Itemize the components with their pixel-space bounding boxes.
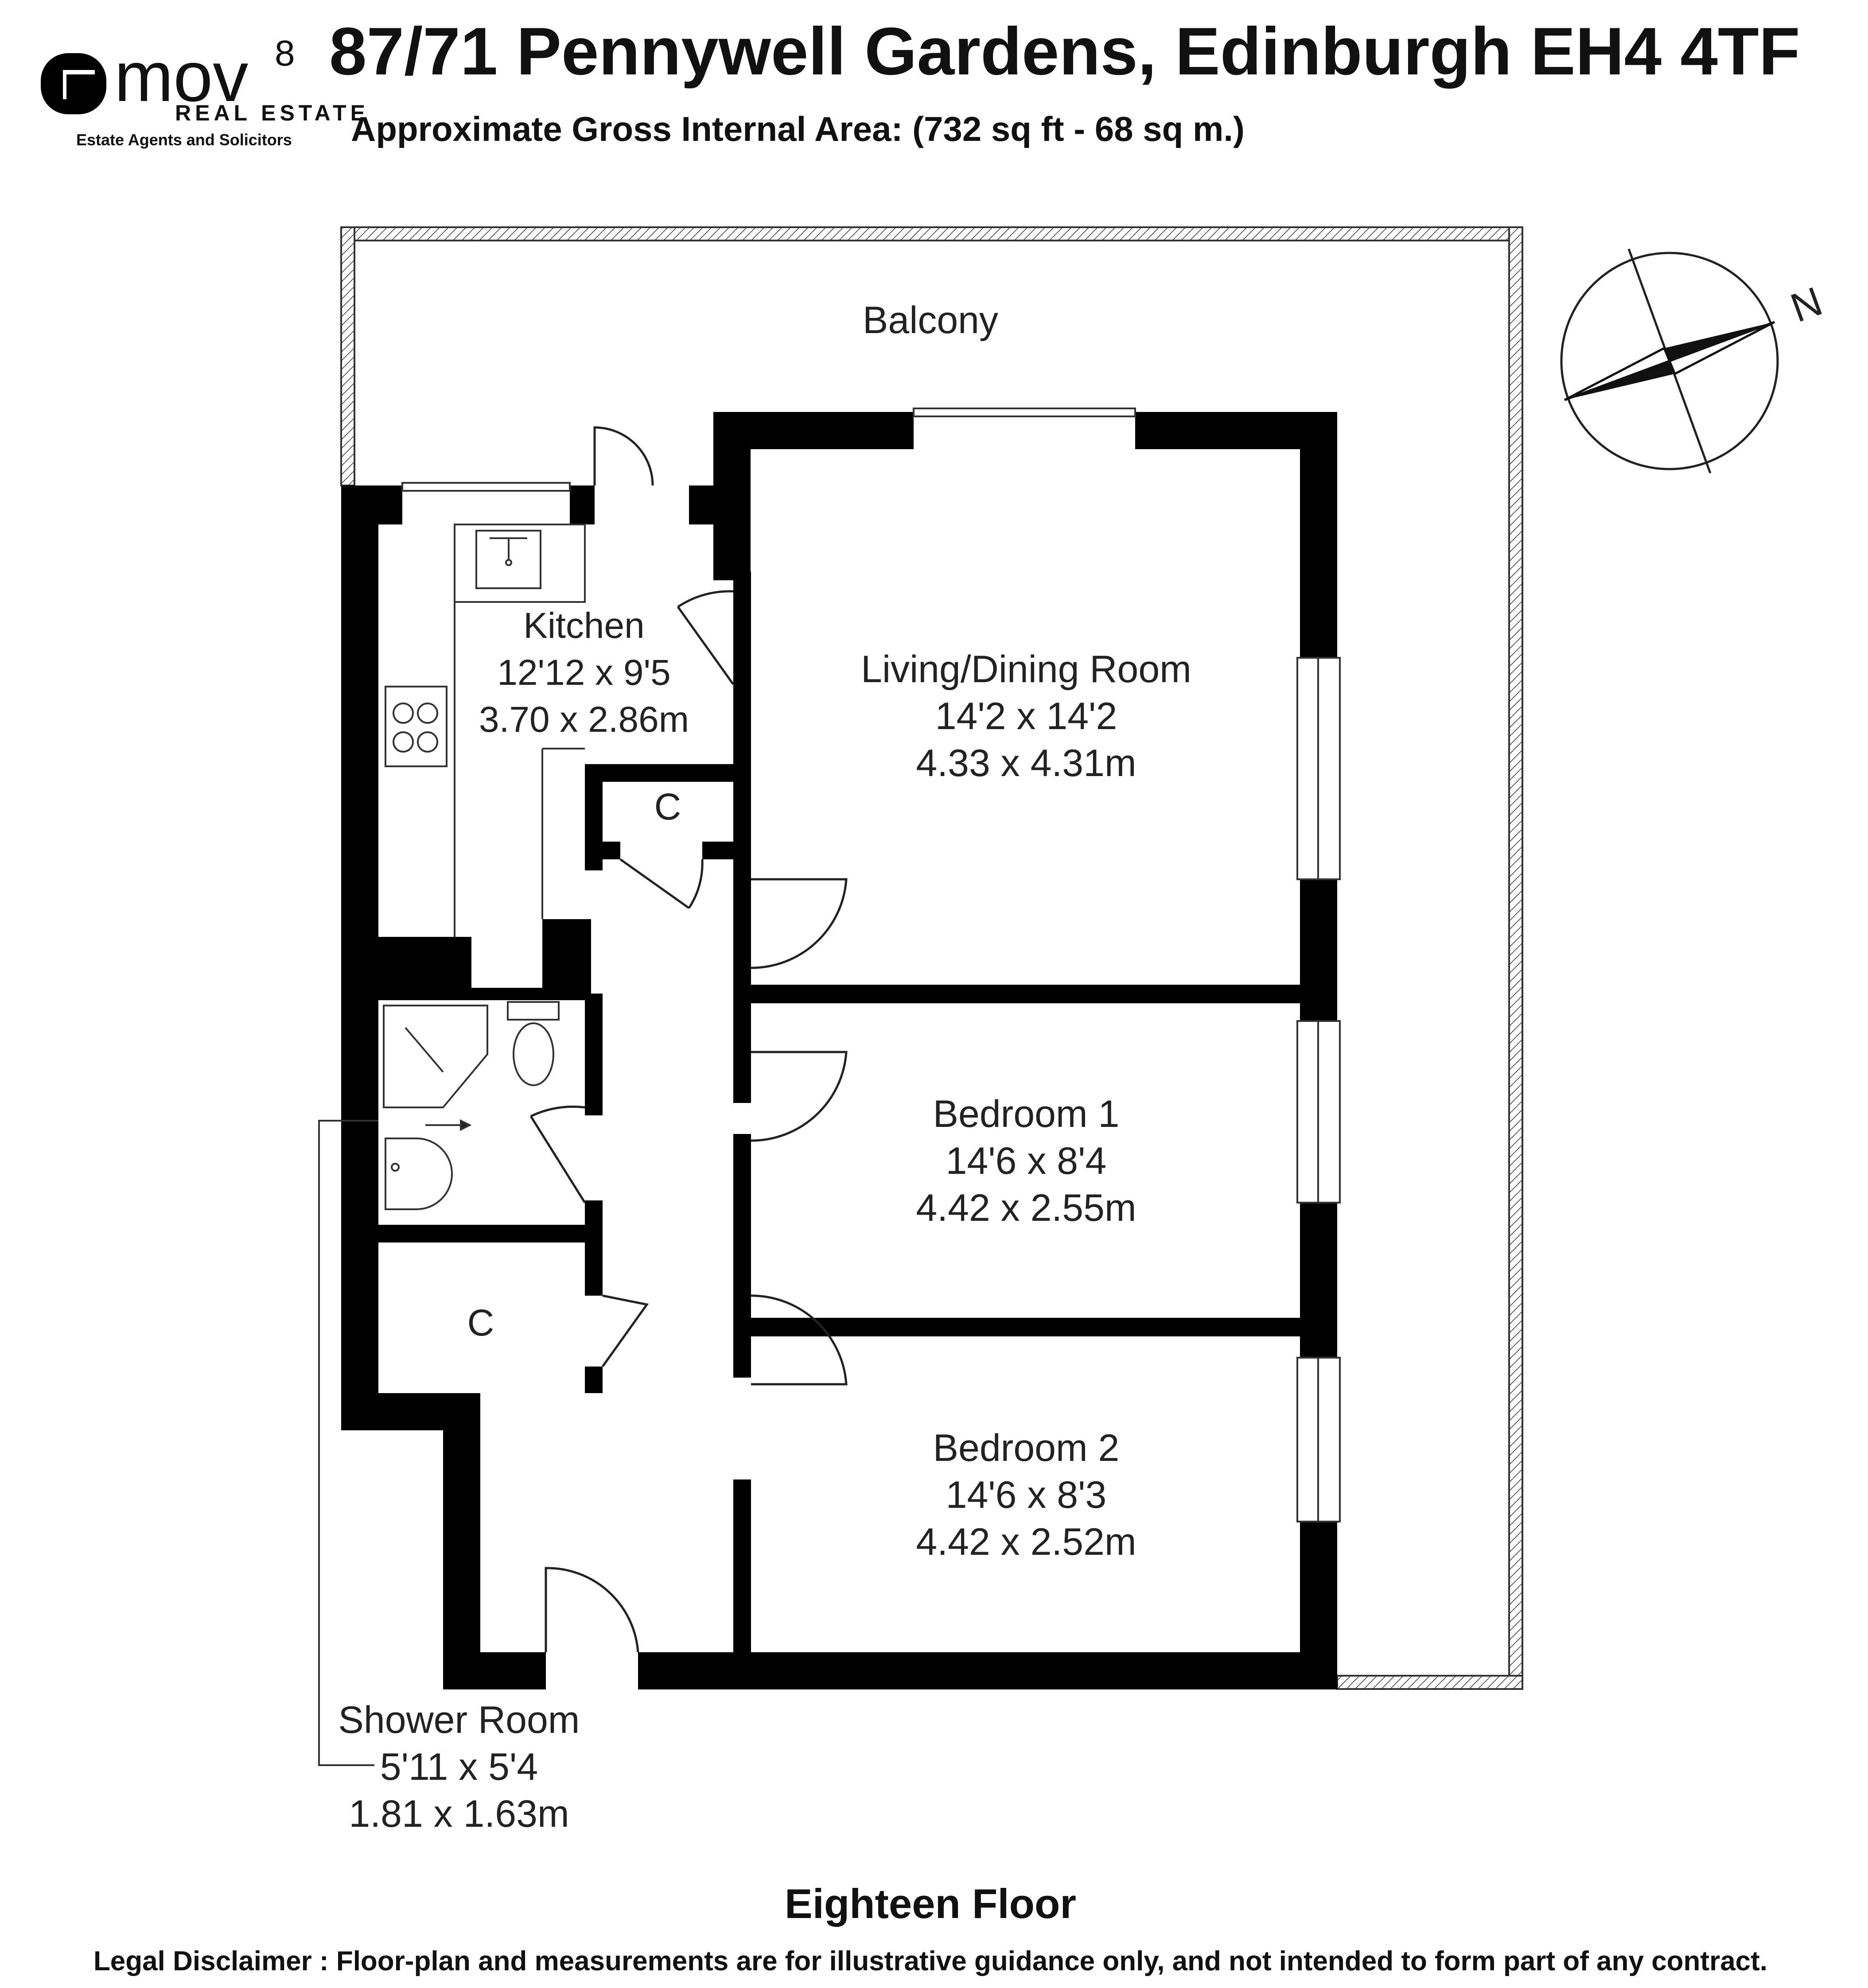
area-subtitle: Approximate Gross Internal Area: (732 sq ft - 68 sq m.) (351, 109, 1245, 148)
room-shower (339, 1699, 580, 1835)
living-imperial: 14'2 x 14'2 (935, 695, 1117, 738)
north-label: N (1785, 278, 1828, 331)
living-door[interactable] (678, 591, 733, 684)
cupboard-lower-door[interactable] (603, 1296, 647, 1367)
basin-icon (385, 1138, 452, 1209)
compass (1561, 249, 1828, 473)
bedroom2-metric: 4.42 x 2.52m (916, 1521, 1136, 1563)
bedroom1-name: Bedroom 1 (933, 1093, 1120, 1135)
brand-superscript: 8 (275, 33, 295, 74)
shower-tray-icon (384, 1006, 487, 1107)
brand-logo (41, 33, 369, 149)
bedroom2-imperial: 14'6 x 8'3 (946, 1474, 1107, 1516)
brand-line2: REAL ESTATE (175, 101, 369, 125)
bedroom1-metric: 4.42 x 2.55m (916, 1187, 1136, 1229)
brand-tagline: Estate Agents and Solicitors (76, 131, 292, 149)
toilet-icon (514, 1023, 553, 1085)
bedroom2-name: Bedroom 2 (933, 1427, 1120, 1469)
shower-name: Shower Room (338, 1699, 580, 1741)
bedroom1-door[interactable] (751, 1052, 846, 1141)
brand-name: mov (114, 37, 249, 116)
kitchen-name: Kitchen (523, 606, 645, 646)
sink-counter (455, 524, 585, 602)
bedroom1-imperial: 14'6 x 8'4 (946, 1140, 1107, 1182)
page-title: 87/71 Pennywell Gardens, Edinburgh EH4 4TF (329, 14, 1800, 89)
living-name: Living/Dining Room (861, 648, 1191, 691)
cupboard-upper-door[interactable] (620, 859, 702, 908)
room-bedroom1 (916, 1093, 1136, 1229)
walls (341, 412, 1337, 1689)
room-label-cupboard-upper: C (654, 786, 681, 827)
toilet-cistern (508, 1002, 559, 1020)
legal-disclaimer: Legal Disclaimer : Floor-plan and measurements are for illustrative guidance only, and not intended to form part of any contract. (93, 1946, 1768, 1976)
bathroom-fittings (384, 1002, 559, 1209)
room-label-cupboard-lower: C (467, 1302, 494, 1343)
room-kitchen (479, 606, 689, 740)
balcony-door[interactable] (595, 427, 653, 485)
balcony (341, 227, 1522, 1689)
shower-metric: 1.81 x 1.63m (349, 1793, 569, 1835)
shower-imperial: 5'11 x 5'4 (380, 1746, 538, 1788)
room-bedroom2 (916, 1427, 1136, 1563)
room-label-balcony: Balcony (863, 299, 998, 342)
bedroom2-door[interactable] (751, 1296, 846, 1384)
living-metric: 4.33 x 4.31m (916, 742, 1136, 784)
hob-icon (385, 687, 447, 766)
living-lower-door[interactable] (751, 879, 846, 968)
shower-door[interactable] (531, 1107, 585, 1203)
kitchen-metric: 3.70 x 2.86m (479, 699, 689, 740)
room-living (861, 648, 1191, 784)
entrance-door[interactable] (546, 1568, 638, 1652)
floor-label: Eighteen Floor (785, 1880, 1076, 1927)
kitchen-imperial: 12'12 x 9'5 (497, 652, 671, 693)
